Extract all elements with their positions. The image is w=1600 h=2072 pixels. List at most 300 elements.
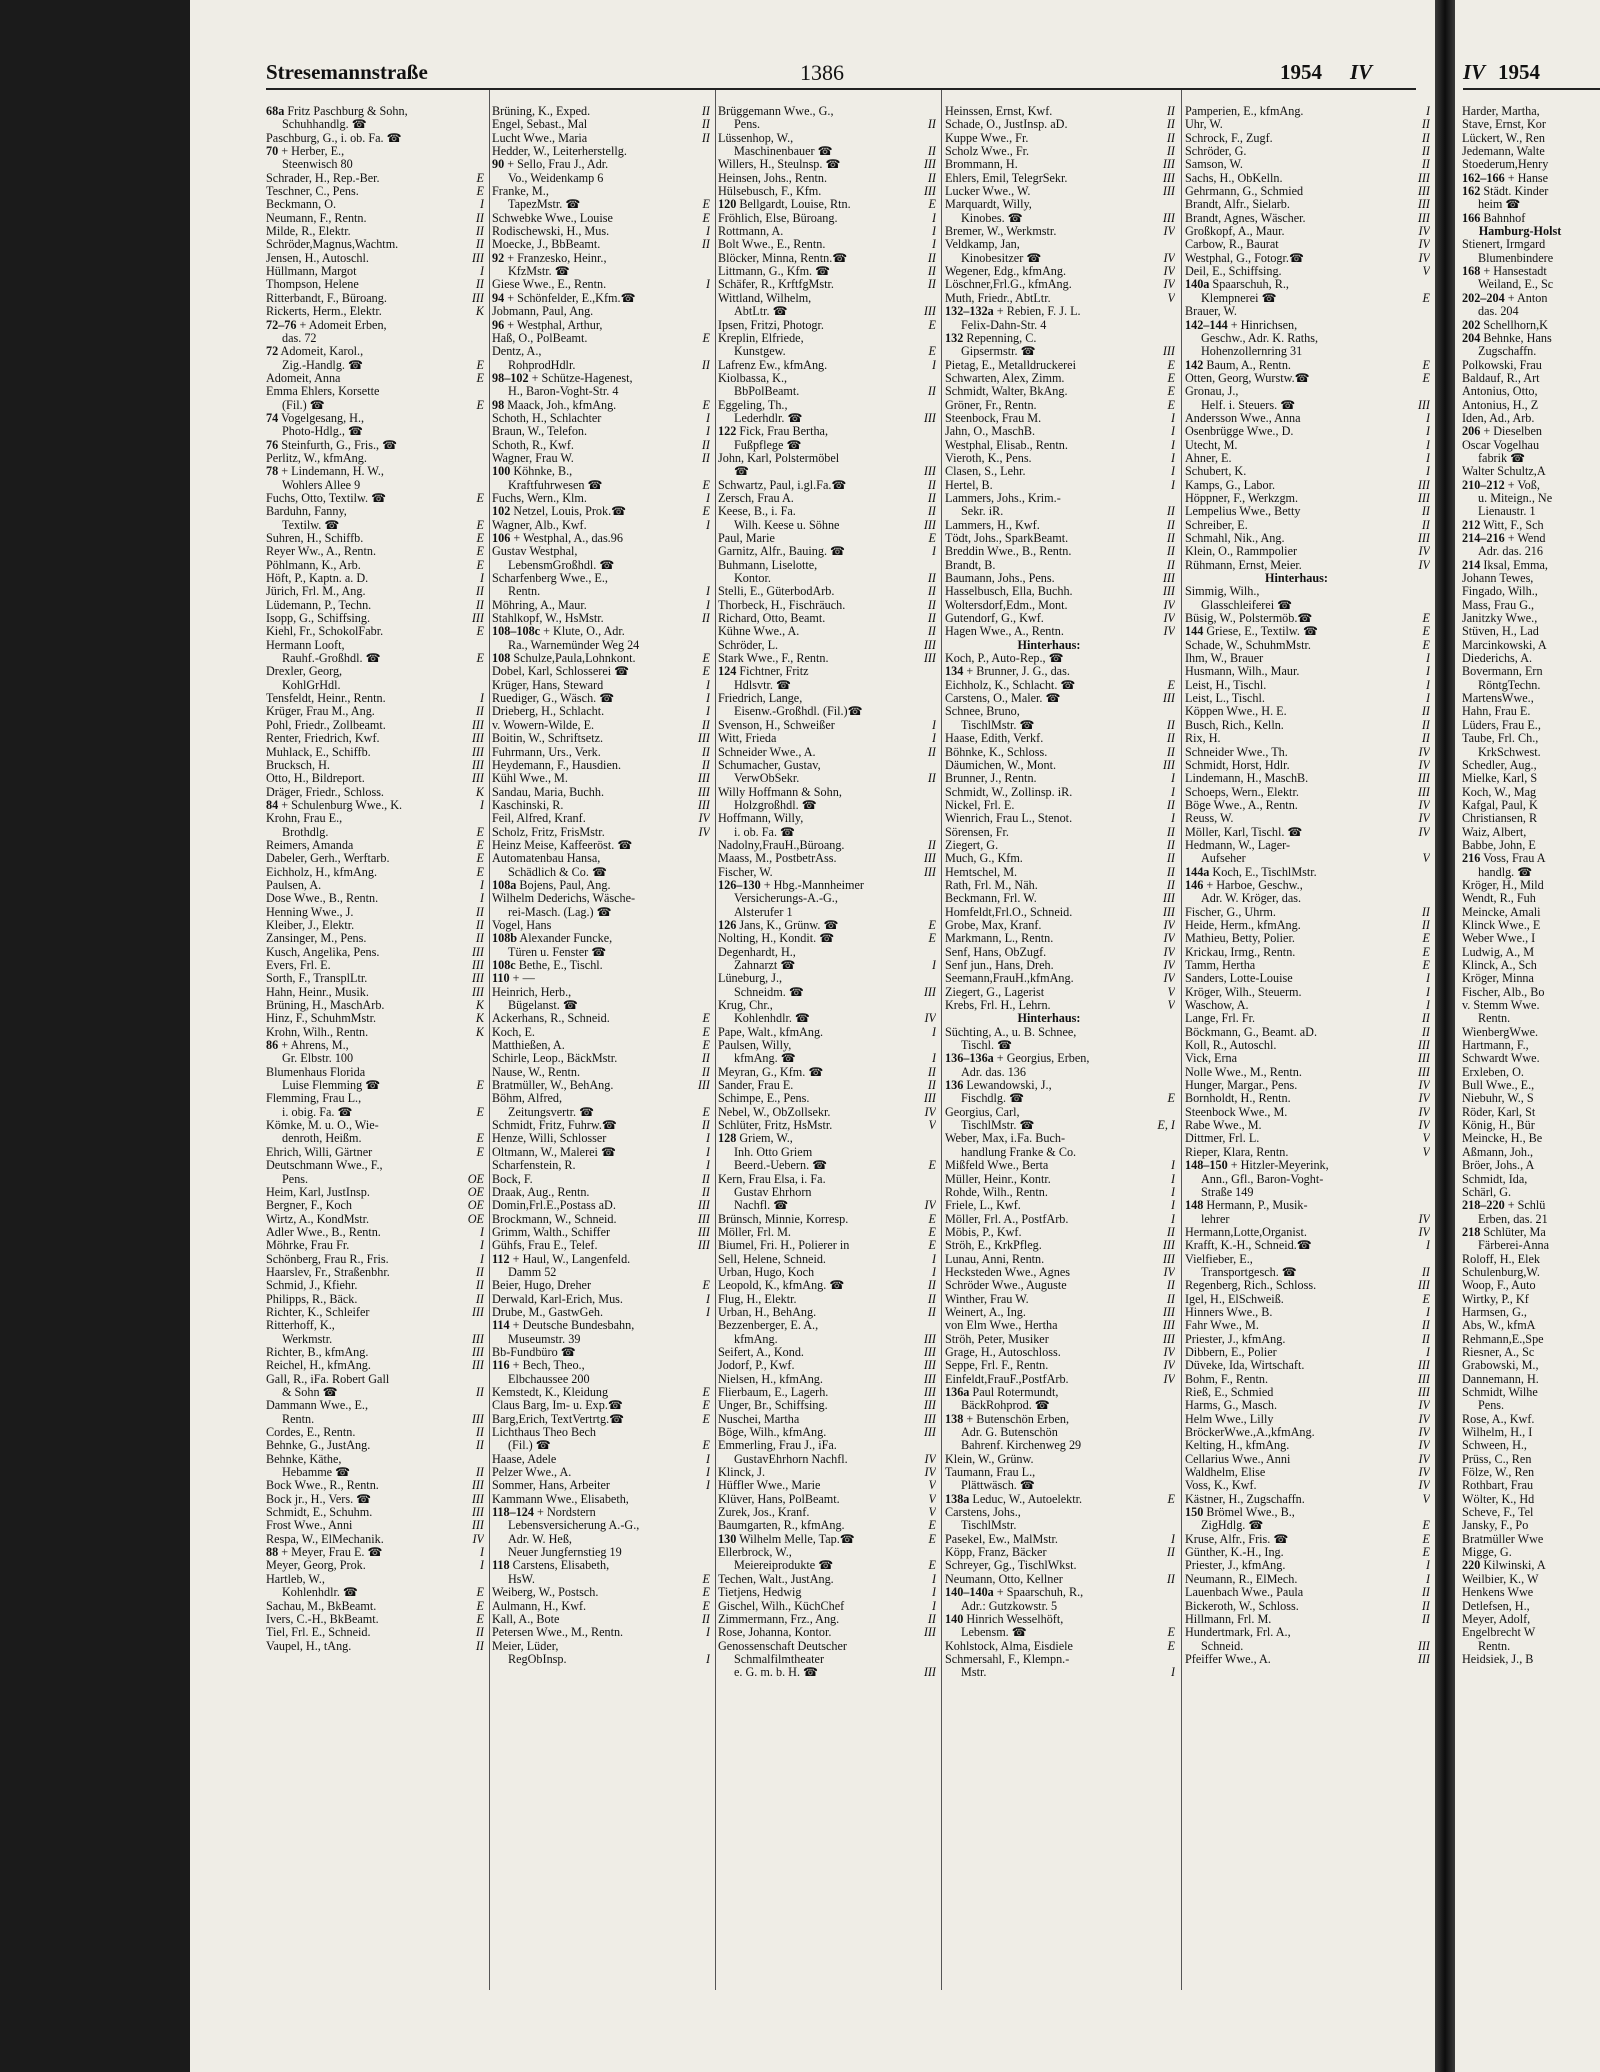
entry-text: Müller, Heinr., Kontr.	[945, 1172, 1051, 1186]
directory-entry	[266, 1226, 484, 1239]
directory-entry	[492, 679, 710, 692]
entry-text: Rieper, Klara, Rentn.	[1185, 1145, 1289, 1159]
entry-text: Schumacher, Gustav,	[718, 758, 821, 772]
entry-text: 122 Fick, Frau Bertha,	[718, 425, 829, 439]
directory-entry	[266, 399, 484, 412]
entry-text: Meyer, Adolf,	[1462, 1612, 1531, 1626]
entry-text: Brommann, H.	[945, 158, 1018, 172]
directory-entry	[718, 292, 936, 305]
floor-marker	[688, 1346, 710, 1359]
directory-entry	[492, 1439, 710, 1452]
entry-text: Richard, Otto, Beamt.	[718, 612, 826, 626]
entry-text: Schoth, H., Schlachter	[492, 411, 602, 425]
directory-entry	[945, 252, 1175, 265]
floor-marker	[1153, 1519, 1175, 1532]
directory-entry	[492, 305, 710, 318]
directory-entry	[1185, 1319, 1430, 1332]
directory-entry	[718, 1052, 936, 1065]
directory-entry	[492, 1226, 710, 1239]
floor-marker	[1578, 1533, 1600, 1546]
entry-text: Engelbrecht W	[1462, 1626, 1536, 1640]
directory-entry	[718, 505, 936, 518]
floor-marker: III	[1417, 198, 1430, 212]
floor-marker: III	[923, 1626, 936, 1640]
floor-marker: II	[927, 612, 936, 626]
floor-marker	[688, 906, 710, 919]
entry-text: Jensen, H., Autoschl.	[266, 251, 369, 265]
directory-entry	[945, 1012, 1175, 1025]
floor-marker: II	[475, 1292, 484, 1306]
entry-text: 92 + Franzesko, Heinr.,	[492, 251, 607, 265]
floor-marker: II	[475, 225, 484, 239]
entry-text: Jansky, F., Po	[1462, 1519, 1529, 1533]
directory-entry	[1185, 345, 1430, 358]
directory-entry	[945, 839, 1175, 852]
directory-entry	[718, 1466, 936, 1479]
floor-marker	[1578, 1546, 1600, 1559]
floor-marker: I	[479, 1225, 484, 1239]
directory-entry	[1185, 1226, 1430, 1239]
floor-marker	[1578, 639, 1600, 652]
entry-text: Bremer, W., Werkmstr.	[945, 225, 1057, 239]
entry-text: Klein, O., Rammpolier	[1185, 545, 1298, 559]
directory-entry	[1462, 1386, 1600, 1399]
directory-entry	[266, 559, 484, 572]
directory-entry	[945, 278, 1175, 291]
directory-entry	[945, 1466, 1175, 1479]
directory-entry	[492, 1466, 710, 1479]
entry-text: Kaschinski, R.	[492, 798, 564, 812]
floor-marker	[688, 625, 710, 638]
floor-marker: I	[931, 1052, 936, 1066]
entry-text: Nause, W., Rentn.	[492, 1065, 581, 1079]
directory-entry	[718, 1373, 936, 1386]
directory-entry	[945, 692, 1175, 705]
floor-marker: II	[475, 1426, 484, 1440]
floor-marker	[688, 932, 710, 945]
entry-text: Weinert, A., Ing.	[945, 1305, 1026, 1319]
floor-marker: I	[479, 572, 484, 586]
floor-marker	[1408, 345, 1430, 358]
floor-marker: IV	[1418, 1079, 1430, 1093]
entry-text: Scholz Wwe., Fr.	[945, 145, 1030, 159]
directory-entry	[1462, 1052, 1600, 1065]
floor-marker: IV	[1418, 798, 1430, 812]
floor-marker	[914, 786, 936, 799]
floor-marker: II	[475, 1466, 484, 1480]
directory-entry	[1462, 1373, 1600, 1386]
entry-text: Carstens, O., Maler. ☎	[945, 692, 1061, 706]
directory-entry	[492, 238, 710, 251]
floor-marker	[688, 1333, 710, 1346]
entry-text: Klinck, J.	[718, 1466, 766, 1480]
floor-marker: E	[928, 1225, 936, 1239]
directory-entry	[492, 932, 710, 945]
entry-text: Schmidt, W., Zollinsp. iR.	[945, 785, 1073, 799]
entry-text: Drexler, Georg,	[266, 665, 343, 679]
directory-entry	[945, 105, 1175, 118]
floor-marker: II	[1421, 1332, 1430, 1346]
directory-entry	[718, 1613, 936, 1626]
floor-marker: II	[701, 758, 710, 772]
directory-entry	[718, 719, 936, 732]
floor-marker: E	[476, 1586, 484, 1600]
directory-entry	[1185, 465, 1430, 478]
floor-marker	[1578, 1119, 1600, 1132]
directory-entry	[1185, 1493, 1430, 1506]
floor-marker: IV	[698, 825, 710, 839]
directory-entry	[266, 385, 484, 398]
directory-entry	[945, 1052, 1175, 1065]
floor-marker	[1578, 1466, 1600, 1479]
directory-entry	[1185, 1479, 1430, 1492]
directory-entry	[718, 812, 936, 825]
entry-text: Kemstedt, K., Kleidung	[492, 1386, 609, 1399]
floor-marker	[1153, 1653, 1175, 1666]
directory-entry	[1462, 1026, 1600, 1039]
directory-entry	[1462, 492, 1600, 505]
directory-entry	[492, 399, 710, 412]
floor-marker: III	[697, 785, 710, 799]
floor-marker	[462, 345, 484, 358]
entry-text: Sekr. iR.	[961, 505, 1004, 519]
floor-marker: I	[1425, 652, 1430, 666]
entry-text: Köppen Wwe., H. E.	[1185, 705, 1287, 719]
floor-marker: II	[475, 1639, 484, 1653]
entry-text: Zeitungsvertr. ☎	[508, 1105, 595, 1119]
directory-entry	[266, 198, 484, 211]
directory-entry	[492, 959, 710, 972]
directory-entry	[718, 1506, 936, 1519]
directory-entry	[1462, 399, 1600, 412]
directory-entry	[266, 772, 484, 785]
directory-entry	[945, 892, 1175, 905]
directory-entry	[1185, 772, 1430, 785]
entry-text: v. Stemm Wwe.	[1462, 999, 1540, 1013]
directory-entry	[945, 158, 1175, 171]
floor-marker: II	[927, 1079, 936, 1093]
floor-marker	[688, 305, 710, 318]
directory-entry	[1462, 559, 1600, 572]
entry-text: Werkmstr.	[282, 1332, 333, 1346]
directory-entry	[945, 1426, 1175, 1439]
directory-entry	[1462, 612, 1600, 625]
directory-entry	[492, 1132, 710, 1145]
entry-text: Pöhlmann, K., Arb.	[266, 558, 361, 572]
entry-text: Rühmann, Ernst, Meier.	[1185, 558, 1302, 572]
floor-marker: I	[1425, 1345, 1430, 1359]
entry-text: Lederhdlr. ☎	[734, 411, 803, 425]
entry-text: 214–216 + Wend	[1462, 532, 1546, 545]
floor-marker: E	[702, 505, 710, 519]
floor-marker	[914, 1319, 936, 1332]
entry-text: Husmann, Wilh., Maur.	[1185, 665, 1300, 679]
directory-entry	[1462, 1640, 1600, 1653]
entry-text: Nuschei, Martha	[718, 1412, 800, 1426]
floor-marker: I	[1170, 1212, 1175, 1226]
floor-marker: E	[1167, 678, 1175, 692]
entry-text: Helm Wwe., Lilly	[1185, 1412, 1274, 1426]
floor-marker	[462, 1453, 484, 1466]
directory-entry	[266, 519, 484, 532]
directory-entry	[1185, 812, 1430, 825]
directory-entry	[718, 1146, 936, 1159]
floor-marker: II	[701, 438, 710, 452]
entry-text: Pens.	[282, 1172, 309, 1186]
street-header: Stresemannstraße	[266, 60, 428, 84]
directory-entry	[945, 972, 1175, 985]
directory-entry	[945, 532, 1175, 545]
entry-text: Kröger, Wilh., Steuerm.	[1185, 985, 1302, 999]
directory-entry	[266, 732, 484, 745]
directory-entry	[945, 1479, 1175, 1492]
floor-marker: V	[1422, 1132, 1430, 1146]
directory-entry	[1185, 799, 1430, 812]
floor-marker	[1578, 1346, 1600, 1359]
entry-text: Kunstgew.	[734, 345, 786, 359]
directory-entry	[945, 1613, 1175, 1626]
entry-text: Pamperien, E., kfmAng.	[1185, 105, 1304, 118]
directory-entry	[718, 1079, 936, 1092]
floor-marker: E	[476, 491, 484, 505]
entry-text: Cordes, E., Rentn.	[266, 1426, 356, 1440]
entry-text: Gustav Ehrhorn	[734, 1185, 812, 1199]
entry-text: 118 Carstens, Elisabeth,	[492, 1559, 610, 1573]
entry-text: Regenberg, Rich., Schloss.	[1185, 1279, 1317, 1293]
floor-marker: E	[476, 358, 484, 372]
floor-marker: III	[697, 1225, 710, 1239]
floor-marker: E	[1422, 625, 1430, 639]
entry-text: Kinobesitzer ☎	[961, 251, 1042, 265]
directory-entry	[1462, 1613, 1600, 1626]
floor-marker	[1408, 879, 1430, 892]
entry-text: Schulenburg,W.	[1462, 1265, 1540, 1279]
floor-marker	[1408, 305, 1430, 318]
entry-text: Fölze, W., Ren	[1462, 1466, 1535, 1480]
floor-marker: IV	[1163, 932, 1175, 946]
entry-text: 214 Iksal, Emma,	[1462, 558, 1548, 572]
floor-marker: I	[705, 491, 710, 505]
directory-entry	[945, 439, 1175, 452]
directory-entry	[1462, 292, 1600, 305]
directory-entry	[492, 946, 710, 959]
entry-text: Brunner, J., Rentn.	[945, 772, 1037, 786]
directory-entry	[718, 1546, 936, 1559]
directory-entry	[718, 345, 936, 358]
entry-text: Sorth, F., TransplLtr.	[266, 972, 368, 986]
directory-entry	[492, 1079, 710, 1092]
directory-entry	[718, 1640, 936, 1653]
floor-marker: II	[1421, 1319, 1430, 1333]
floor-marker: I	[705, 1626, 710, 1640]
entry-text: Bock, F.	[492, 1172, 533, 1186]
directory-entry	[718, 946, 936, 959]
entry-text: Bb-Fundbüro ☎	[492, 1345, 576, 1359]
entry-text: Schubert, K.	[1185, 465, 1247, 479]
floor-marker: II	[701, 745, 710, 759]
directory-entry	[266, 1373, 484, 1386]
directory-entry	[718, 746, 936, 759]
entry-text: Sanders, Lotte-Louise	[1185, 972, 1293, 986]
floor-marker: I	[705, 1159, 710, 1173]
entry-text: TischlMstr.	[961, 1519, 1017, 1533]
floor-marker: II	[701, 718, 710, 732]
directory-entry	[266, 332, 484, 345]
entry-text: 72 Adomeit, Karol.,	[266, 345, 364, 359]
entry-text: Schmersahl, F., Klempn.-	[945, 1652, 1070, 1666]
floor-marker: IV	[1418, 1399, 1430, 1413]
entry-text: Hermann Looft,	[266, 638, 345, 652]
floor-marker: III	[471, 732, 484, 746]
floor-marker: III	[923, 1345, 936, 1359]
floor-marker: II	[927, 838, 936, 852]
directory-entry	[718, 238, 936, 251]
entry-text: Leopold, K., kfmAng. ☎	[718, 1279, 845, 1293]
floor-marker	[1153, 492, 1175, 505]
floor-marker: IV	[1418, 251, 1430, 265]
directory-entry	[718, 332, 936, 345]
entry-text: Jodorf, P., Kwf.	[718, 1359, 795, 1373]
directory-entry	[1462, 946, 1600, 959]
entry-text: Kühne Wwe., A.	[718, 625, 800, 639]
floor-marker	[1578, 892, 1600, 905]
entry-text: Gr. Elbstr. 100	[282, 1052, 354, 1066]
directory-entry	[1462, 1493, 1600, 1506]
entry-text: Aßmann, Joh.,	[1462, 1145, 1534, 1159]
directory-entry	[492, 839, 710, 852]
directory-entry	[1462, 986, 1600, 999]
floor-marker: E	[1167, 1092, 1175, 1106]
right-header-rule	[1463, 88, 1600, 90]
floor-marker	[462, 385, 484, 398]
floor-marker: II	[475, 932, 484, 946]
directory-entry	[1185, 652, 1430, 665]
directory-entry	[1462, 1146, 1600, 1159]
entry-text: Brauer, W.	[1185, 305, 1237, 319]
floor-marker: II	[1421, 918, 1430, 932]
floor-marker: V	[1167, 999, 1175, 1013]
entry-text: Hedder, W., Leiterherstellg.	[492, 145, 627, 159]
entry-text: Leist, H., Tischl.	[1185, 678, 1267, 692]
entry-text: heim ☎	[1478, 198, 1521, 212]
floor-marker: I	[705, 1145, 710, 1159]
directory-entry	[1185, 1186, 1430, 1199]
directory-entry	[945, 452, 1175, 465]
floor-marker: II	[1421, 158, 1430, 172]
directory-entry	[945, 1266, 1175, 1279]
entry-text: Behnke, G., JustAng.	[266, 1439, 371, 1453]
entry-text: Hahn, Frau E.	[1462, 705, 1531, 719]
directory-entry	[1462, 252, 1600, 265]
directory-entry	[1462, 1279, 1600, 1292]
directory-entry	[266, 238, 484, 251]
entry-text: Böge Wwe., A., Rentn.	[1185, 798, 1298, 812]
floor-marker: E	[928, 932, 936, 946]
floor-marker: II	[1421, 705, 1430, 719]
entry-text: Pens.	[734, 118, 761, 132]
directory-entry	[718, 1519, 936, 1532]
floor-marker	[1578, 1653, 1600, 1666]
directory-entry	[492, 278, 710, 291]
floor-marker	[462, 145, 484, 158]
entry-text: 98–102 + Schütze-Hagenest,	[492, 371, 633, 385]
entry-text: Hunger, Margar., Pens.	[1185, 1079, 1298, 1093]
directory-entry	[718, 986, 936, 999]
entry-text: Krickau, Irmg., Rentn.	[1185, 945, 1296, 959]
entry-text: Düveke, Ida, Wirtschaft.	[1185, 1359, 1305, 1373]
directory-entry	[1185, 639, 1430, 652]
directory-entry	[718, 1039, 936, 1052]
entry-text: Heim, Karl, JustInsp.	[266, 1185, 370, 1199]
entry-text: Igel, H., ElSchweiß.	[1185, 1292, 1284, 1306]
directory-entry	[1185, 198, 1430, 211]
entry-text: Rose, A., Kwf.	[1462, 1412, 1535, 1426]
directory-entry	[266, 1493, 484, 1506]
entry-text: Ehlers, Emil, TelegrSekr.	[945, 171, 1068, 185]
column-rule	[489, 90, 490, 1990]
floor-marker	[462, 479, 484, 492]
entry-text: 108a Bojens, Paul, Ang.	[492, 878, 611, 892]
entry-text: Harms, G., Masch.	[1185, 1399, 1278, 1413]
directory-entry	[718, 1333, 936, 1346]
entry-text: 142 Baum, A., Rentn.	[1185, 358, 1291, 372]
entry-text: Pelzer Wwe., A.	[492, 1466, 572, 1480]
directory-entry	[492, 532, 710, 545]
directory-entry	[718, 532, 936, 545]
entry-text: Schrock, F., Zugf.	[1185, 131, 1273, 145]
floor-marker: II	[475, 918, 484, 932]
entry-text: Wilhelm, H., I	[1462, 1426, 1533, 1440]
directory-entry	[718, 559, 936, 572]
entry-text: Fischdlg. ☎	[961, 1092, 1025, 1106]
entry-text: Schuhhandlg. ☎	[282, 118, 367, 132]
entry-text: Urban, Hugo, Koch	[718, 1265, 815, 1279]
entry-text: Dräger, Friedr., Schloss.	[266, 785, 384, 799]
entry-text: 168 + Hansestadt	[1462, 265, 1547, 279]
directory-entry	[1462, 385, 1600, 398]
directory-entry	[1185, 1573, 1430, 1586]
directory-entry	[266, 892, 484, 905]
entry-text: Stoederum,Henry	[1462, 158, 1549, 172]
floor-marker	[1153, 1052, 1175, 1065]
directory-entry	[1185, 1052, 1430, 1065]
directory-entry	[1185, 1346, 1430, 1359]
floor-marker	[1578, 185, 1600, 198]
directory-entry	[492, 1479, 710, 1492]
directory-entry	[492, 772, 710, 785]
entry-text: Scharfenberg Wwe., E.,	[492, 572, 608, 586]
entry-text: Meiereiprodukte ☎	[734, 1559, 834, 1573]
floor-marker: II	[475, 598, 484, 612]
directory-entry	[492, 1213, 710, 1226]
page-number: 1386	[800, 60, 844, 85]
entry-text: Muth, Friedr., AbtLtr.	[945, 291, 1051, 305]
floor-marker	[1578, 799, 1600, 812]
directory-entry	[266, 1626, 484, 1639]
floor-marker: II	[927, 572, 936, 586]
entry-text: Harmsen, G.,	[1462, 1305, 1527, 1319]
floor-marker	[1578, 385, 1600, 398]
floor-marker: III	[1162, 572, 1175, 586]
floor-marker: IV	[1163, 972, 1175, 986]
directory-entry	[1185, 946, 1430, 959]
entry-text: Lange, Frl. Fr.	[1185, 1012, 1256, 1026]
entry-text: Blumenhaus Florida	[266, 1065, 366, 1079]
directory-entry	[718, 225, 936, 238]
entry-text: Lucht Wwe., Maria	[492, 131, 588, 145]
entry-text: Grabowski, M.,	[1462, 1359, 1539, 1373]
floor-marker	[688, 879, 710, 892]
